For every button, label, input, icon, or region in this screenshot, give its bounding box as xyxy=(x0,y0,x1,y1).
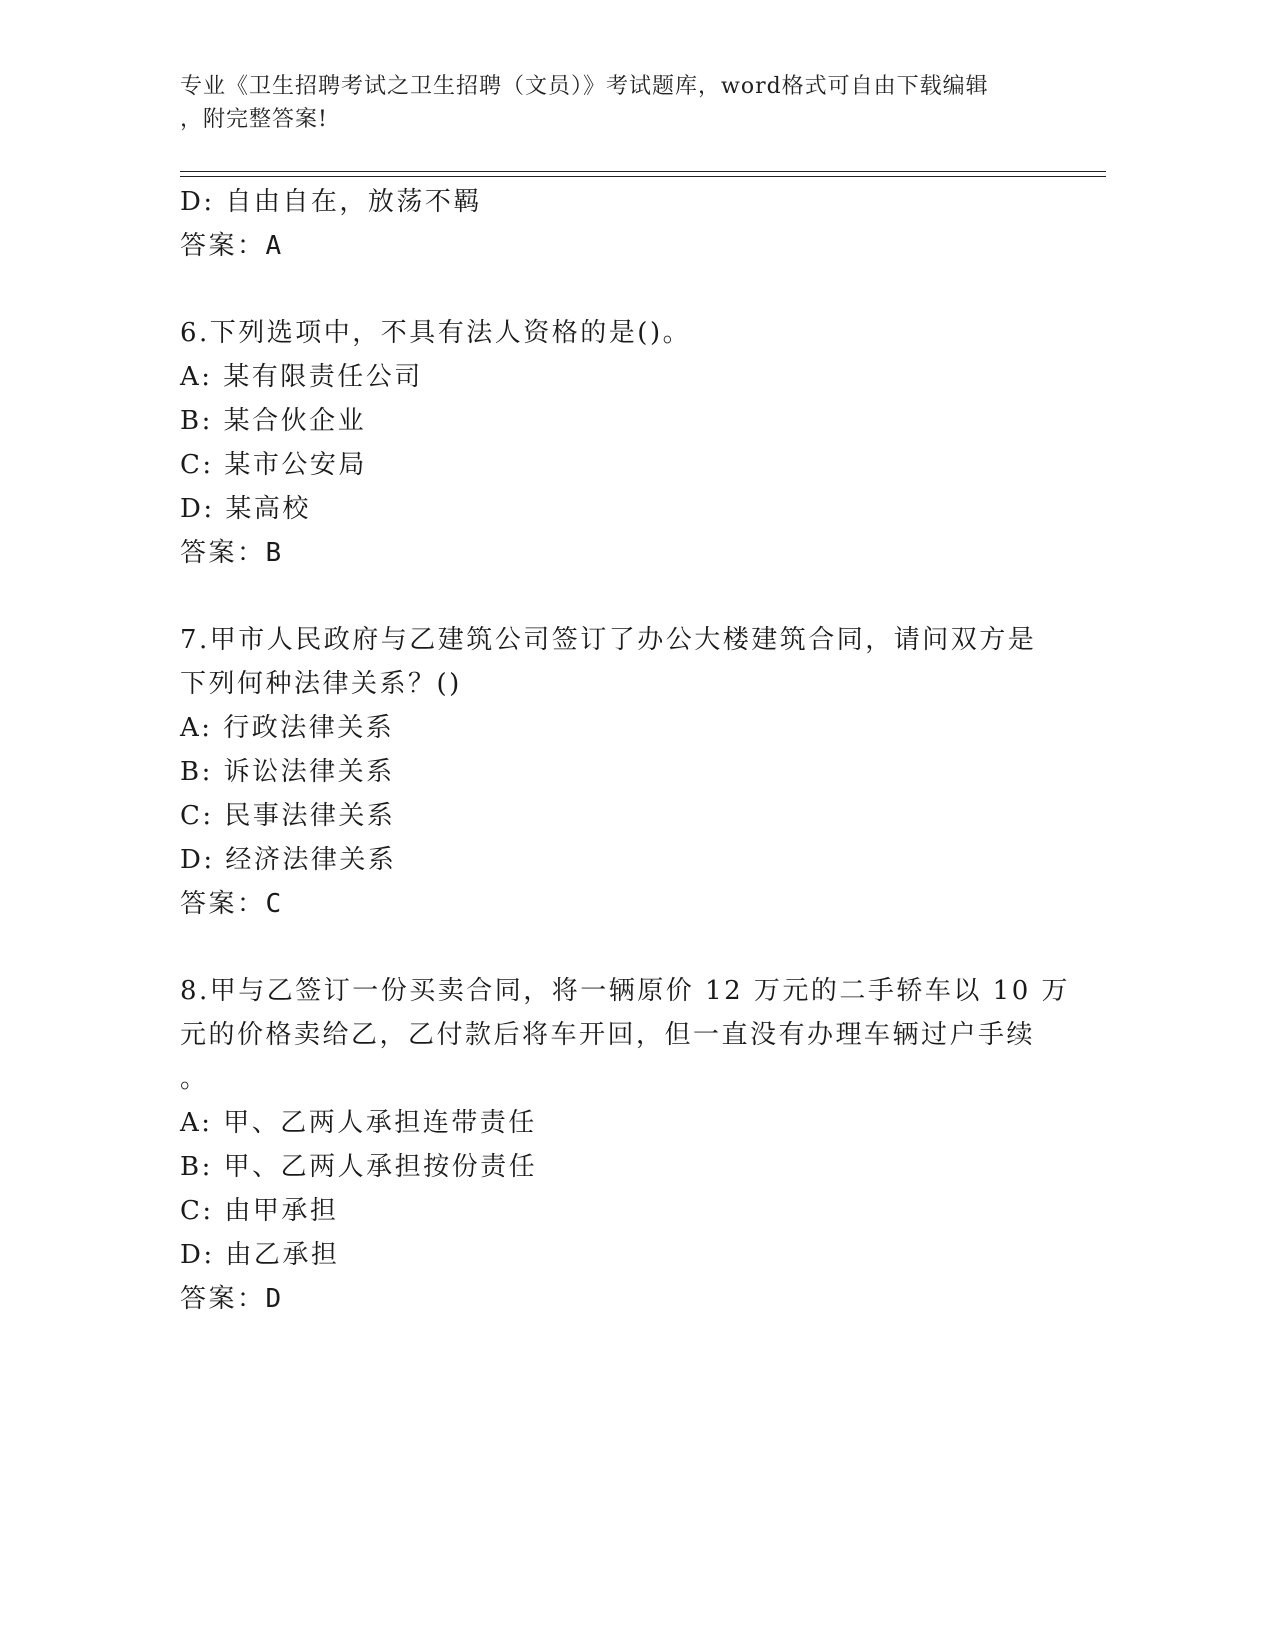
previous-question-tail xyxy=(180,180,1030,268)
answer-line xyxy=(180,531,1030,575)
option-d: D: 自由自在，放荡不羁 xyxy=(180,187,482,217)
option-d: D: 由乙承担 xyxy=(180,1240,340,1270)
answer-label: 答案： xyxy=(180,231,266,261)
answer-line xyxy=(180,1277,1030,1321)
header-divider-top xyxy=(180,171,1106,172)
question-stem-line-2: 元的价格卖给乙，乙付款后将车开回，但一直没有办理车辆过户手续 xyxy=(180,1020,1036,1050)
answer-value: B xyxy=(265,538,284,568)
question-8 xyxy=(180,969,1071,1321)
document-header xyxy=(180,70,1060,136)
option-b: B: 诉讼法律关系 xyxy=(180,757,395,787)
answer-label: 答案： xyxy=(180,538,266,568)
spacer xyxy=(180,926,1030,969)
answer-label: 答案： xyxy=(180,889,266,919)
option-b: B: 甲、乙两人承担按份责任 xyxy=(180,1152,538,1182)
answer-line xyxy=(180,224,1030,268)
question-stem: 6.下列选项中，不具有法人资格的是()。 xyxy=(180,318,692,348)
question-stem-line-3: 。 xyxy=(180,1064,209,1094)
option-a: A: 某有限责任公司 xyxy=(180,362,423,392)
option-c: C: 民事法律关系 xyxy=(180,801,396,831)
answer-value: D xyxy=(265,1284,284,1314)
header-line-2: ，附完整答案! xyxy=(180,107,328,132)
question-stem-line-1: 8.甲与乙签订一份买卖合同，将一辆原价 12 万元的二手轿车以 10 万 xyxy=(180,976,1071,1006)
option-d: D: 经济法律关系 xyxy=(180,845,397,875)
question-6 xyxy=(180,311,1030,575)
option-d: D: 某高校 xyxy=(180,494,311,524)
question-7 xyxy=(180,618,1037,926)
option-c: C: 由甲承担 xyxy=(180,1196,339,1226)
spacer xyxy=(180,575,1030,618)
answer-label: 答案： xyxy=(180,1284,266,1314)
answer-value: C xyxy=(265,889,284,919)
answer-line xyxy=(180,882,1030,926)
spacer xyxy=(180,268,1030,311)
option-a: A: 甲、乙两人承担连带责任 xyxy=(180,1108,537,1138)
question-stem-line-2: 下列何种法律关系？() xyxy=(180,669,462,699)
option-b: B: 某合伙企业 xyxy=(180,406,367,436)
header-divider-bottom xyxy=(180,176,1106,177)
option-c: C: 某市公安局 xyxy=(180,450,367,480)
option-a: A: 行政法律关系 xyxy=(180,713,395,743)
header-line-1: 专业《卫生招聘考试之卫生招聘（文员）》考试题库，word格式可自由下载编辑 xyxy=(180,74,989,99)
question-list xyxy=(180,180,1071,1321)
answer-value: A xyxy=(265,231,284,261)
question-stem-line-1: 7.甲市人民政府与乙建筑公司签订了办公大楼建筑合同，请问双方是 xyxy=(180,625,1037,655)
